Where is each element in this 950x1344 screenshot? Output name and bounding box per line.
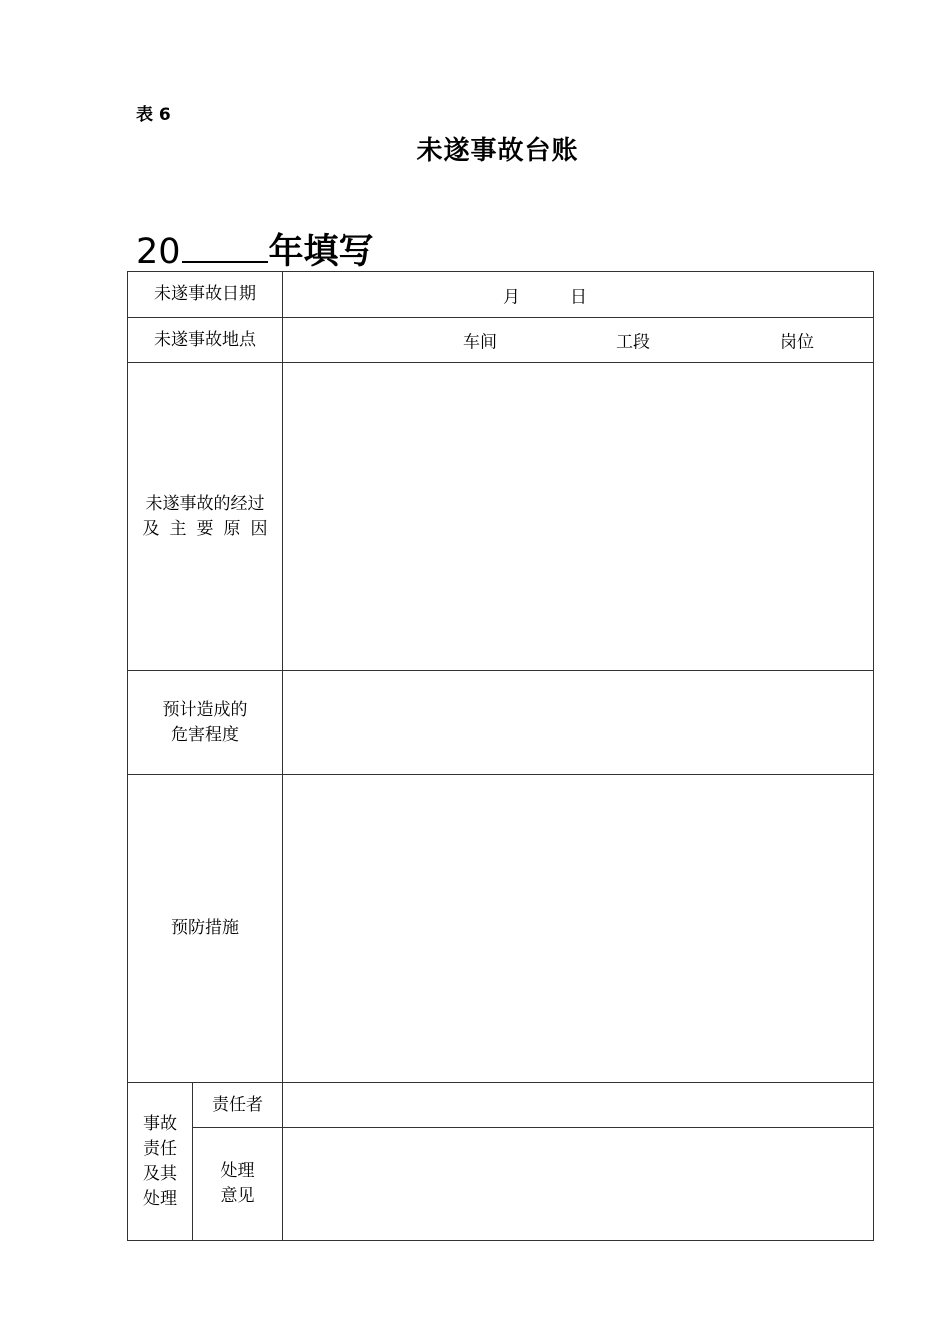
year-fill-line <box>136 224 374 274</box>
harm-field[interactable] <box>283 671 874 775</box>
section-label: 工段 <box>616 332 650 353</box>
prevention-field[interactable] <box>283 775 874 1083</box>
workshop-label: 车间 <box>463 332 497 353</box>
date-row <box>128 272 874 318</box>
process-label-line2: 及主要原因 <box>142 518 278 539</box>
process-label <box>128 363 283 671</box>
responsible-person-row <box>128 1083 874 1128</box>
harm-row <box>128 671 874 775</box>
harm-label-line2: 危害程度 <box>171 724 239 745</box>
harm-label-line1: 预计造成的 <box>162 699 248 720</box>
year-prefix: 20 <box>136 232 181 272</box>
process-label-line1: 未遂事故的经过 <box>145 493 265 514</box>
page-title: 未遂事故台账 <box>416 136 579 166</box>
prevention-label: 预防措施 <box>128 775 283 1083</box>
prevention-row <box>128 775 874 1083</box>
day-label: 日 <box>570 287 587 307</box>
year-blank-field[interactable] <box>182 231 268 263</box>
responsible-person-label: 责任者 <box>193 1083 283 1128</box>
responsibility-label-line: 责任 <box>143 1138 177 1159</box>
responsibility-label-line: 及其 <box>143 1163 177 1184</box>
harm-label <box>128 671 283 775</box>
year-suffix: 年填写 <box>268 232 374 272</box>
responsible-person-field[interactable] <box>283 1083 874 1128</box>
month-label: 月 <box>503 287 520 307</box>
post-label: 岗位 <box>780 332 814 353</box>
handling-label-line2: 意见 <box>220 1186 255 1206</box>
handling-row <box>128 1128 874 1241</box>
process-field[interactable] <box>283 363 874 671</box>
responsibility-label <box>128 1083 193 1241</box>
handling-label-line1: 处理 <box>220 1161 255 1181</box>
date-field[interactable] <box>283 272 874 318</box>
date-label: 未遂事故日期 <box>128 272 283 318</box>
table-number: 表 6 <box>136 105 171 125</box>
process-row <box>128 363 874 671</box>
incident-ledger-table <box>127 271 874 1241</box>
handling-label <box>193 1128 283 1241</box>
location-field[interactable] <box>283 318 874 363</box>
location-label: 未遂事故地点 <box>128 318 283 363</box>
responsibility-label-line: 处理 <box>143 1188 177 1209</box>
location-row <box>128 318 874 363</box>
responsibility-label-line: 事故 <box>143 1113 177 1134</box>
handling-field[interactable] <box>283 1128 874 1241</box>
